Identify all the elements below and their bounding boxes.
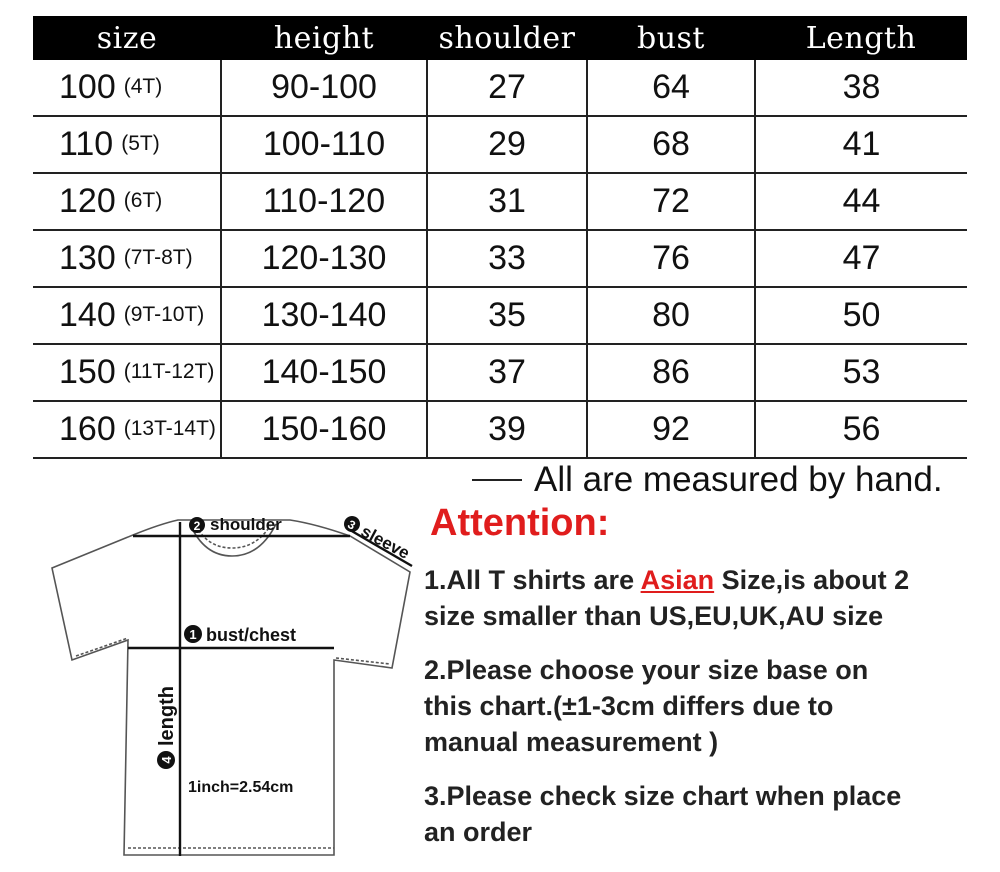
note3-line2: an order [424, 817, 533, 847]
length-cell: 50 [755, 287, 967, 344]
shoulder-cell: 31 [427, 173, 587, 230]
bust-cell: 68 [587, 116, 755, 173]
table-header-row [33, 16, 967, 60]
size-cell [33, 287, 221, 344]
shoulder-cell: 37 [427, 344, 587, 401]
note1-text-pre: 1.All T shirts are [424, 565, 641, 595]
size-cell [33, 116, 221, 173]
measured-note-text: All are measured by hand. [534, 460, 943, 499]
length-cell: 38 [755, 60, 967, 116]
size-value: 160 [59, 410, 116, 448]
length-cell: 44 [755, 173, 967, 230]
age-range: (5T) [121, 132, 160, 155]
height-cell: 90-100 [221, 60, 427, 116]
length-cell: 41 [755, 116, 967, 173]
table-row [33, 60, 967, 116]
note-asian-size [424, 562, 909, 634]
size-cell [33, 344, 221, 401]
length-label: length [156, 686, 178, 746]
table-row [33, 287, 967, 344]
bust-cell: 76 [587, 230, 755, 287]
height-cell: 150-160 [221, 401, 427, 458]
tshirt-diagram [0, 500, 420, 872]
size-value: 150 [59, 353, 116, 391]
age-range: (11T-12T) [123, 360, 215, 383]
note3-line1: 3.Please check size chart when place [424, 781, 902, 811]
shoulder-cell: 29 [427, 116, 587, 173]
size-cell [33, 60, 221, 116]
height-cell: 140-150 [221, 344, 427, 401]
table-row [33, 401, 967, 458]
bust-label-group [184, 625, 296, 645]
shoulder-number: 2 [193, 519, 201, 533]
attention-title: Attention: [430, 502, 610, 544]
asian-highlight: Asian [640, 565, 715, 595]
measured-by-hand-note [472, 460, 943, 500]
age-range: (7T-8T) [123, 246, 193, 269]
column-header-bust: bust [587, 16, 755, 60]
size-value: 120 [59, 182, 116, 220]
bust-cell: 72 [587, 173, 755, 230]
shoulder-label-group [189, 515, 282, 534]
length-label-group [156, 686, 178, 769]
column-header-height: height [221, 16, 427, 60]
length-number: 4 [159, 756, 174, 764]
size-value: 140 [59, 296, 116, 334]
tshirt-outline [52, 520, 410, 855]
size-cell [33, 401, 221, 458]
note-choose-size [424, 652, 868, 760]
height-cell: 100-110 [221, 116, 427, 173]
length-cell: 53 [755, 344, 967, 401]
size-value: 130 [59, 239, 116, 277]
note1-text-post: Size,is about 2 [714, 565, 910, 595]
note2-line2: this chart.(±1-3cm differs due to [424, 691, 834, 721]
shoulder-cell: 35 [427, 287, 587, 344]
size-value: 100 [59, 68, 116, 106]
size-chart-table [33, 16, 967, 459]
note2-line1: 2.Please choose your size base on [424, 655, 869, 685]
age-range: (9T-10T) [123, 303, 205, 326]
dash-line [472, 479, 522, 481]
size-cell [33, 230, 221, 287]
note-check-chart [424, 778, 901, 850]
bust-cell: 64 [587, 60, 755, 116]
note1-line2: size smaller than US,EU,UK,AU size [424, 601, 884, 631]
column-header-size: size [33, 16, 221, 60]
table-row [33, 173, 967, 230]
shoulder-cell: 39 [427, 401, 587, 458]
size-cell [33, 173, 221, 230]
bust-cell: 80 [587, 287, 755, 344]
column-header-length: Length [755, 16, 967, 60]
shoulder-cell: 27 [427, 60, 587, 116]
length-cell: 47 [755, 230, 967, 287]
table-row [33, 344, 967, 401]
sleeve-number: 3 [345, 517, 358, 533]
age-range: (4T) [123, 75, 163, 98]
length-cell: 56 [755, 401, 967, 458]
height-cell: 120-130 [221, 230, 427, 287]
note2-line3: manual measurement ) [424, 727, 719, 757]
table-row [33, 116, 967, 173]
bust-cell: 86 [587, 344, 755, 401]
bust-number: 1 [189, 627, 197, 642]
shoulder-label: shoulder [210, 515, 282, 534]
inch-conversion-note: 1inch=2.54cm [188, 779, 294, 796]
table-body [33, 60, 967, 458]
column-header-shoulder: shoulder [427, 16, 587, 60]
sleeve-label: sleeve [357, 521, 413, 563]
shoulder-cell: 33 [427, 230, 587, 287]
age-range: (13T-14T) [123, 417, 216, 440]
bust-cell: 92 [587, 401, 755, 458]
table-row [33, 230, 967, 287]
age-range: (6T) [123, 189, 163, 212]
bust-label: bust/chest [206, 625, 297, 645]
height-cell: 110-120 [221, 173, 427, 230]
height-cell: 130-140 [221, 287, 427, 344]
size-value: 110 [59, 125, 114, 163]
